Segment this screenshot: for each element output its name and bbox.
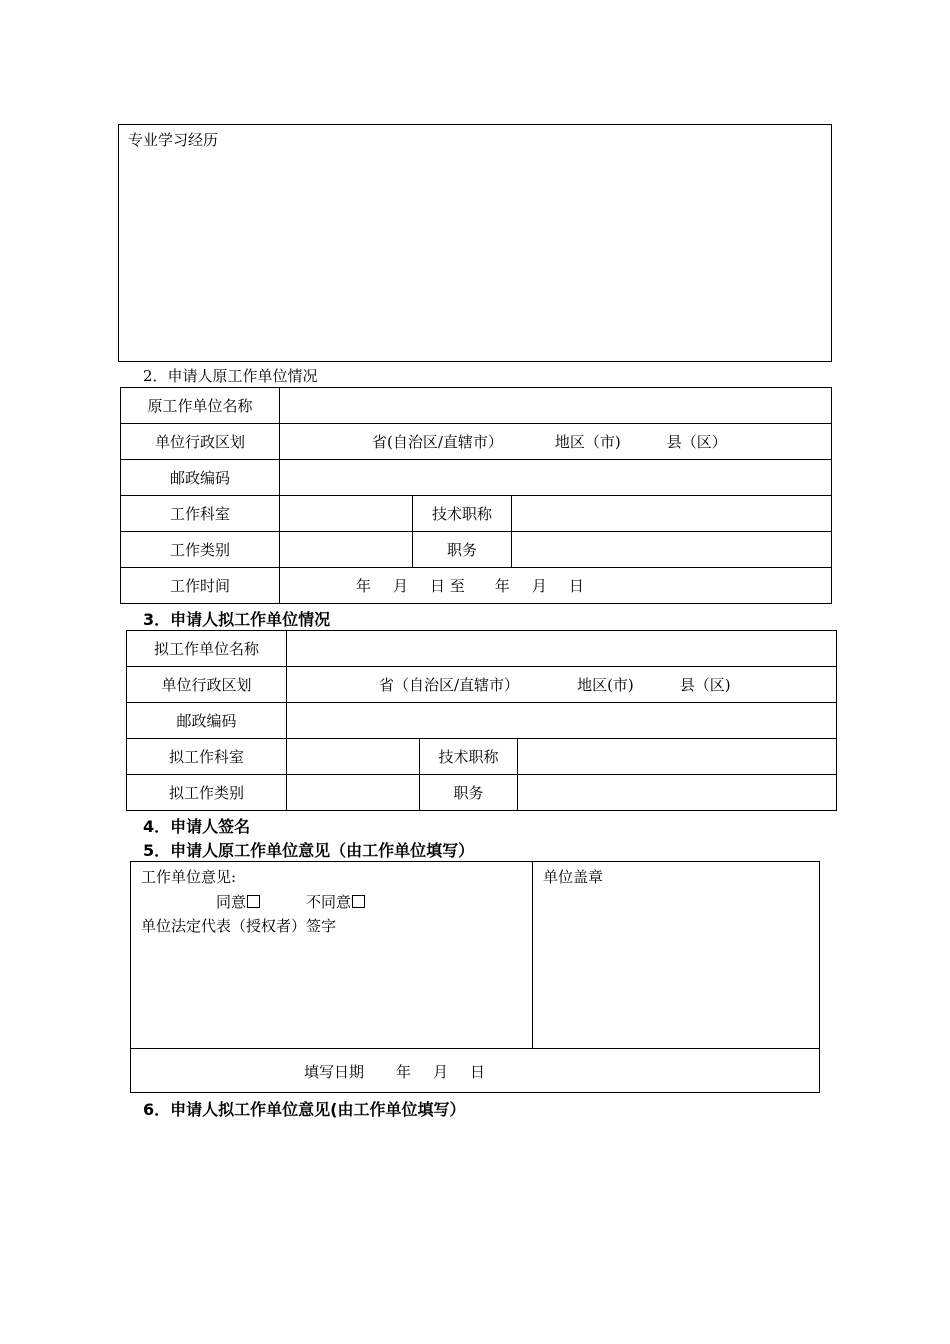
s2-category-field[interactable]	[280, 532, 413, 568]
disagree-checkbox[interactable]	[352, 895, 365, 908]
s3-region-county: 县（区)	[679, 676, 731, 694]
opinion-cell[interactable]	[131, 862, 533, 1048]
s2-tech-title-label: 技术职称	[413, 496, 512, 532]
section3-table	[126, 630, 837, 811]
disagree-option[interactable]	[306, 891, 365, 912]
agree-checkbox[interactable]	[247, 895, 260, 908]
s2-region-province: 省(自治区/直辖市）	[372, 433, 503, 451]
s2-region-label: 单位行政区划	[121, 424, 280, 460]
date-year: 年	[396, 1063, 412, 1081]
s3-position-label: 职务	[420, 775, 518, 811]
s2-tech-title-field[interactable]	[512, 496, 832, 532]
s3-position-field[interactable]	[518, 775, 837, 811]
section4-title: 4．申请人签名	[143, 817, 251, 836]
s2-position-label: 职务	[413, 532, 512, 568]
s3-unit-name-field[interactable]	[287, 631, 837, 667]
s2-time-month2: 月	[531, 577, 547, 595]
s3-dept-label: 拟工作科室	[127, 739, 287, 775]
date-line	[304, 1061, 485, 1082]
s3-category-field[interactable]	[287, 775, 420, 811]
date-month: 月	[433, 1063, 449, 1081]
s2-time-label: 工作时间	[121, 568, 280, 604]
section6-title: 6．申请人拟工作单位意见(由工作单位填写）	[143, 1100, 466, 1119]
study-experience-label: 专业学习经历	[128, 131, 219, 149]
study-experience-box[interactable]	[118, 124, 832, 362]
s2-category-label: 工作类别	[121, 532, 280, 568]
s2-region-field[interactable]	[280, 424, 832, 460]
section2-table	[120, 387, 832, 604]
s3-tech-title-field[interactable]	[518, 739, 837, 775]
opinion-label: 工作单位意见:	[141, 868, 237, 886]
s3-region-province: 省（自治区/直辖市）	[379, 676, 520, 694]
s2-dept-field[interactable]	[280, 496, 413, 532]
s3-unit-name-label: 拟工作单位名称	[127, 631, 287, 667]
s3-tech-title-label: 技术职称	[420, 739, 518, 775]
agree-option[interactable]	[216, 891, 260, 912]
s2-region-county: 县（区）	[666, 433, 727, 451]
date-day: 日	[470, 1063, 486, 1081]
s2-time-month1: 月	[393, 577, 409, 595]
s2-position-field[interactable]	[512, 532, 832, 568]
s2-unit-name-label: 原工作单位名称	[121, 388, 280, 424]
s2-time-day-to: 日 至	[430, 577, 465, 595]
s3-region-label: 单位行政区划	[127, 667, 287, 703]
s2-time-day2: 日	[568, 577, 584, 595]
s2-time-year1: 年	[356, 577, 372, 595]
s2-unit-name-field[interactable]	[280, 388, 832, 424]
disagree-label: 不同意	[306, 893, 352, 911]
s2-time-field[interactable]	[280, 568, 832, 604]
date-label: 填写日期	[304, 1063, 365, 1081]
seal-label: 单位盖章	[543, 868, 604, 886]
section5-title: 5．申请人原工作单位意见（由工作单位填写）	[143, 841, 475, 860]
s2-region-district: 地区（市)	[554, 433, 621, 451]
s3-region-field[interactable]	[287, 667, 837, 703]
section2-title: 2．申请人原工作单位情况	[143, 367, 318, 385]
agree-label: 同意	[216, 893, 247, 911]
section3-title: 3．申请人拟工作单位情况	[143, 610, 331, 629]
s2-dept-label: 工作科室	[121, 496, 280, 532]
seal-cell[interactable]	[533, 862, 819, 1048]
s3-category-label: 拟工作类别	[127, 775, 287, 811]
s3-postal-field[interactable]	[287, 703, 837, 739]
date-row[interactable]	[131, 1048, 819, 1092]
s2-time-year2: 年	[494, 577, 510, 595]
s2-postal-field[interactable]	[280, 460, 832, 496]
section5-box	[130, 861, 820, 1093]
s2-postal-label: 邮政编码	[121, 460, 280, 496]
rep-sign-label: 单位法定代表（授权者）签字	[141, 917, 337, 935]
s3-postal-label: 邮政编码	[127, 703, 287, 739]
s3-dept-field[interactable]	[287, 739, 420, 775]
s3-region-district: 地区(市)	[577, 676, 634, 694]
